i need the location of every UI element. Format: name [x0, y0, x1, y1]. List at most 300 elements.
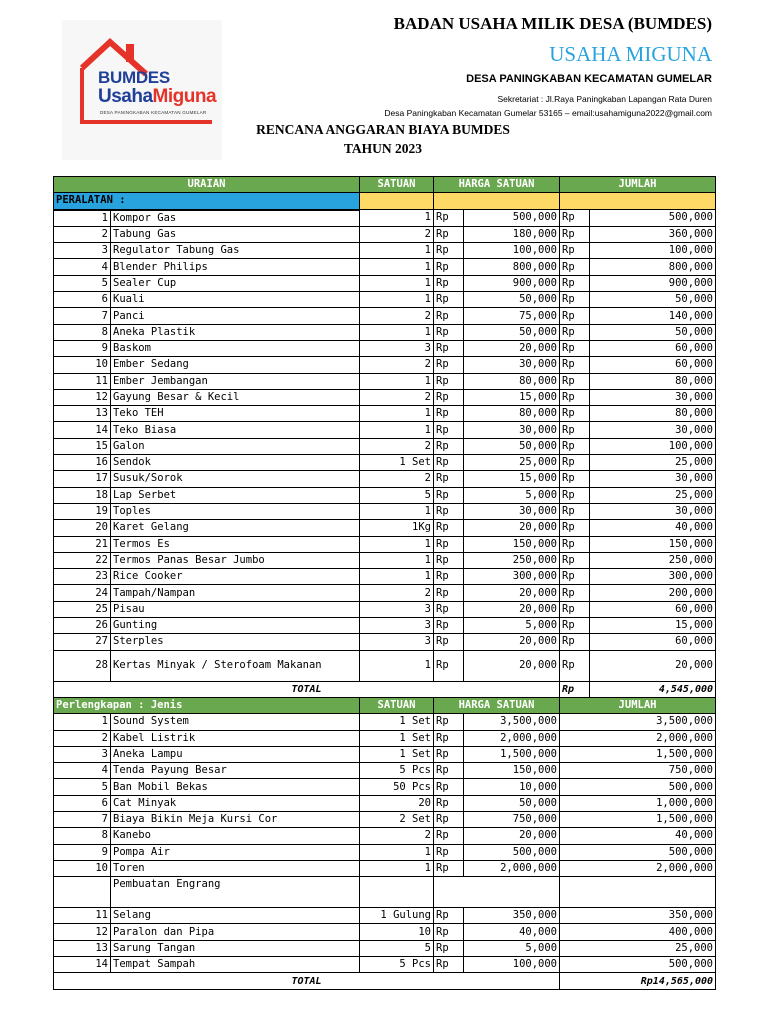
price-currency: Rp — [434, 471, 464, 487]
table-row — [54, 357, 716, 373]
item-unit: 3 — [360, 340, 434, 356]
item-description: Toren — [111, 860, 360, 876]
item-description: Tabung Gas — [111, 226, 360, 242]
unit-price: 150,000 — [464, 536, 560, 552]
item-unit: 3 — [360, 618, 434, 634]
item-description: Biaya Bikin Meja Kursi Cor — [111, 811, 360, 827]
unit-price: 350,000 — [464, 908, 560, 924]
unit-price: 20,000 — [464, 601, 560, 617]
price-currency: Rp — [434, 422, 464, 438]
item-description: Toples — [111, 503, 360, 519]
amount: 80,000 — [590, 373, 716, 389]
table-row — [54, 763, 716, 779]
amount: 80,000 — [590, 406, 716, 422]
amount: 25,000 — [590, 455, 716, 471]
amount: 900,000 — [590, 275, 716, 291]
total-label: TOTAL — [54, 681, 560, 697]
price-currency: Rp — [434, 908, 464, 924]
row-number: 10 — [54, 860, 111, 876]
item-unit: 2 — [360, 438, 434, 454]
row-number: 13 — [54, 940, 111, 956]
unit-price: 2,000,000 — [464, 730, 560, 746]
total-value: Rp14,565,000 — [560, 973, 716, 989]
table-row — [54, 714, 716, 730]
item-description: Panci — [111, 308, 360, 324]
item-description: Susuk/Sorok — [111, 471, 360, 487]
item-description: Teko TEH — [111, 406, 360, 422]
amount-currency: Rp — [560, 650, 590, 681]
row-number: 1 — [54, 714, 111, 730]
unit-price: 800,000 — [464, 259, 560, 275]
row-number: 8 — [54, 828, 111, 844]
amount-currency: Rp — [560, 340, 590, 356]
item-description: Ban Mobil Bekas — [111, 779, 360, 795]
item-description: Selang — [111, 908, 360, 924]
item-unit: 1 — [360, 422, 434, 438]
header-harga: HARGA SATUAN — [434, 177, 560, 193]
item-unit: 2 Set — [360, 811, 434, 827]
total-value: 4,545,000 — [590, 681, 716, 697]
row-number: 11 — [54, 373, 111, 389]
row-number: 18 — [54, 487, 111, 503]
amount: 60,000 — [590, 634, 716, 650]
row-number: 4 — [54, 763, 111, 779]
amount: 25,000 — [590, 487, 716, 503]
amount-currency: Rp — [560, 324, 590, 340]
row-number: 19 — [54, 503, 111, 519]
logo-tagline: DESA PANINGKABAN KECAMATAN GUMELAR — [100, 110, 207, 115]
unit-price: 250,000 — [464, 552, 560, 568]
row-number: 21 — [54, 536, 111, 552]
subheading-row — [54, 877, 716, 908]
amount-currency: Rp — [560, 308, 590, 324]
table-row — [54, 536, 716, 552]
unit-price: 80,000 — [464, 406, 560, 422]
item-unit: 5 — [360, 940, 434, 956]
amount — [560, 877, 716, 908]
price-currency: Rp — [434, 601, 464, 617]
item-unit: 2 — [360, 226, 434, 242]
table-row — [54, 324, 716, 340]
amount: 500,000 — [590, 210, 716, 227]
price-currency: Rp — [434, 585, 464, 601]
item-description: Baskom — [111, 340, 360, 356]
total-label: TOTAL — [54, 973, 560, 989]
amount: 30,000 — [590, 422, 716, 438]
amount: 1,000,000 — [560, 795, 716, 811]
price-currency: Rp — [434, 389, 464, 405]
item-unit: 2 — [360, 828, 434, 844]
item-description: Teko Biasa — [111, 422, 360, 438]
amount-currency: Rp — [560, 389, 590, 405]
row-number: 3 — [54, 243, 111, 259]
unit-price: 20,000 — [464, 650, 560, 681]
unit-price: 900,000 — [464, 275, 560, 291]
item-description: Gayung Besar & Kecil — [111, 389, 360, 405]
total-currency: Rp — [560, 681, 590, 697]
org-title: BADAN USAHA MILIK DESA (BUMDES) — [393, 14, 712, 33]
amount-currency: Rp — [560, 243, 590, 259]
price-currency: Rp — [434, 763, 464, 779]
item-description: Pompa Air — [111, 844, 360, 860]
table-row — [54, 210, 716, 227]
row-number: 6 — [54, 795, 111, 811]
table-header-row — [54, 177, 716, 193]
price-currency: Rp — [434, 569, 464, 585]
item-unit: 1 — [360, 324, 434, 340]
item-unit: 1 — [360, 860, 434, 876]
amount: 100,000 — [590, 243, 716, 259]
unit-price: 20,000 — [464, 520, 560, 536]
table-row — [54, 487, 716, 503]
table-row — [54, 860, 716, 876]
item-unit: 1 Set — [360, 730, 434, 746]
amount: 60,000 — [590, 357, 716, 373]
amount: 3,500,000 — [560, 714, 716, 730]
row-number: 2 — [54, 730, 111, 746]
unit-price: 25,000 — [464, 455, 560, 471]
unit-price: 50,000 — [464, 292, 560, 308]
price-currency: Rp — [434, 957, 464, 973]
unit-price: 180,000 — [464, 226, 560, 242]
item-description: Rice Cooker — [111, 569, 360, 585]
row-number: 5 — [54, 275, 111, 291]
table-row — [54, 618, 716, 634]
table-row — [54, 779, 716, 795]
section-perlengkapan-row — [54, 697, 716, 713]
row-number: 16 — [54, 455, 111, 471]
section-total-row — [54, 973, 716, 989]
amount: 200,000 — [590, 585, 716, 601]
bumdes-logo — [62, 20, 222, 160]
amount: 60,000 — [590, 601, 716, 617]
price-currency: Rp — [434, 940, 464, 956]
price-currency: Rp — [434, 357, 464, 373]
price-currency: Rp — [434, 406, 464, 422]
unit-price: 100,000 — [464, 243, 560, 259]
item-unit: 2 — [360, 357, 434, 373]
header-jumlah: JUMLAH — [560, 697, 716, 713]
amount-currency: Rp — [560, 601, 590, 617]
section-peralatan-row — [54, 193, 716, 210]
price-currency: Rp — [434, 844, 464, 860]
unit-price: 50,000 — [464, 438, 560, 454]
document-title: RENCANA ANGGARAN BIAYA BUMDES — [256, 122, 510, 137]
section-peralatan-label: PERALATAN : — [54, 193, 360, 210]
item-unit: 1Kg — [360, 520, 434, 536]
section-perlengkapan-label: Perlengkapan : Jenis — [54, 697, 360, 713]
amount: 40,000 — [560, 828, 716, 844]
logo-word-bumdes: BUMDES — [98, 68, 170, 87]
header-harga: HARGA SATUAN — [434, 697, 560, 713]
table-row — [54, 650, 716, 681]
table-row — [54, 243, 716, 259]
table-row — [54, 275, 716, 291]
price-currency: Rp — [434, 340, 464, 356]
amount: 20,000 — [590, 650, 716, 681]
amount: 30,000 — [590, 389, 716, 405]
item-unit: 5 Pcs — [360, 763, 434, 779]
row-number: 17 — [54, 471, 111, 487]
item-description: Sterples — [111, 634, 360, 650]
amount: 140,000 — [590, 308, 716, 324]
amount: 350,000 — [560, 908, 716, 924]
amount: 50,000 — [590, 324, 716, 340]
row-number: 11 — [54, 908, 111, 924]
unit-price: 5,000 — [464, 940, 560, 956]
row-number: 4 — [54, 259, 111, 275]
amount-currency: Rp — [560, 438, 590, 454]
item-unit: 1 — [360, 259, 434, 275]
table-row — [54, 795, 716, 811]
item-unit: 2 — [360, 389, 434, 405]
price-currency: Rp — [434, 520, 464, 536]
header-jumlah: JUMLAH — [560, 177, 716, 193]
price-currency: Rp — [434, 438, 464, 454]
table-row — [54, 940, 716, 956]
amount-currency: Rp — [560, 259, 590, 275]
price-currency: Rp — [434, 226, 464, 242]
table-row — [54, 957, 716, 973]
price-currency: Rp — [434, 924, 464, 940]
price-currency: Rp — [434, 243, 464, 259]
unit-price: 5,000 — [464, 487, 560, 503]
amount-currency: Rp — [560, 569, 590, 585]
table-row — [54, 569, 716, 585]
price-currency: Rp — [434, 503, 464, 519]
row-number: 3 — [54, 746, 111, 762]
item-description: Lap Serbet — [111, 487, 360, 503]
item-description: Pisau — [111, 601, 360, 617]
amount: 15,000 — [590, 618, 716, 634]
item-unit: 1 Set — [360, 746, 434, 762]
item-description: Kanebo — [111, 828, 360, 844]
unit-price: 5,000 — [464, 618, 560, 634]
amount-currency: Rp — [560, 406, 590, 422]
unit-price: 3,500,000 — [464, 714, 560, 730]
amount-currency: Rp — [560, 487, 590, 503]
unit-price: 10,000 — [464, 779, 560, 795]
amount-currency: Rp — [560, 503, 590, 519]
table-row — [54, 634, 716, 650]
price-currency: Rp — [434, 373, 464, 389]
item-unit: 1 — [360, 243, 434, 259]
amount: 2,000,000 — [560, 730, 716, 746]
item-description: Regulator Tabung Gas — [111, 243, 360, 259]
table-row — [54, 340, 716, 356]
price-currency: Rp — [434, 811, 464, 827]
item-unit: 1 — [360, 844, 434, 860]
item-unit: 2 — [360, 585, 434, 601]
item-unit: 2 — [360, 471, 434, 487]
row-number: 2 — [54, 226, 111, 242]
row-number: 22 — [54, 552, 111, 568]
row-number: 12 — [54, 924, 111, 940]
org-name: USAHA MIGUNA — [549, 42, 712, 66]
unit-price: 30,000 — [464, 422, 560, 438]
header-uraian: URAIAN — [54, 177, 360, 193]
logo-word-usahamiguna: UsahaMiguna — [98, 86, 217, 107]
unit-price: 150,000 — [464, 763, 560, 779]
item-description: Tampah/Nampan — [111, 585, 360, 601]
item-unit: 5 Pcs — [360, 957, 434, 973]
unit-price: 30,000 — [464, 357, 560, 373]
table-row — [54, 908, 716, 924]
item-description: Karet Gelang — [111, 520, 360, 536]
header-satuan: SATUAN — [360, 177, 434, 193]
item-unit: 3 — [360, 634, 434, 650]
amount-currency: Rp — [560, 275, 590, 291]
item-unit: 1 — [360, 503, 434, 519]
amount: 300,000 — [590, 569, 716, 585]
row-number: 7 — [54, 811, 111, 827]
price-currency: Rp — [434, 455, 464, 471]
row-number: 12 — [54, 389, 111, 405]
item-unit: 1 — [360, 552, 434, 568]
item-description: Kompor Gas — [111, 210, 360, 227]
amount: 25,000 — [560, 940, 716, 956]
price-currency: Rp — [434, 730, 464, 746]
item-unit: 20 — [360, 795, 434, 811]
unit-price: 20,000 — [464, 828, 560, 844]
item-description: Paralon dan Pipa — [111, 924, 360, 940]
unit-price: 1,500,000 — [464, 746, 560, 762]
header-satuan: SATUAN — [360, 697, 434, 713]
unit-price: 500,000 — [464, 210, 560, 227]
amount: 150,000 — [590, 536, 716, 552]
item-description: Ember Sedang — [111, 357, 360, 373]
row-number — [54, 877, 111, 908]
row-number: 1 — [54, 210, 111, 227]
item-unit — [360, 877, 434, 908]
amount-currency: Rp — [560, 422, 590, 438]
unit-price: 750,000 — [464, 811, 560, 827]
price-currency: Rp — [434, 714, 464, 730]
price-currency: Rp — [434, 828, 464, 844]
section-total-row — [54, 681, 716, 697]
amount-currency: Rp — [560, 552, 590, 568]
table-row — [54, 373, 716, 389]
row-number: 26 — [54, 618, 111, 634]
amount: 1,500,000 — [560, 746, 716, 762]
item-description: Sealer Cup — [111, 275, 360, 291]
unit-price — [434, 877, 560, 908]
row-number: 9 — [54, 844, 111, 860]
table-row — [54, 828, 716, 844]
unit-price: 50,000 — [464, 795, 560, 811]
price-currency: Rp — [434, 210, 464, 227]
table-row — [54, 389, 716, 405]
row-number: 28 — [54, 650, 111, 681]
amount-currency: Rp — [560, 634, 590, 650]
price-currency: Rp — [434, 308, 464, 324]
amount: 500,000 — [560, 844, 716, 860]
table-row — [54, 924, 716, 940]
amount-currency: Rp — [560, 210, 590, 227]
item-unit: 10 — [360, 924, 434, 940]
item-description: Gunting — [111, 618, 360, 634]
table-row — [54, 746, 716, 762]
unit-price: 20,000 — [464, 340, 560, 356]
item-description: Termos Es — [111, 536, 360, 552]
amount: 100,000 — [590, 438, 716, 454]
amount: 360,000 — [590, 226, 716, 242]
table-row — [54, 552, 716, 568]
amount-currency: Rp — [560, 292, 590, 308]
item-description: Aneka Lampu — [111, 746, 360, 762]
item-description: Sound System — [111, 714, 360, 730]
price-currency: Rp — [434, 487, 464, 503]
price-currency: Rp — [434, 746, 464, 762]
price-currency: Rp — [434, 552, 464, 568]
item-description: Tempat Sampah — [111, 957, 360, 973]
row-number: 15 — [54, 438, 111, 454]
unit-price: 20,000 — [464, 585, 560, 601]
item-description: Ember Jembangan — [111, 373, 360, 389]
table-row — [54, 406, 716, 422]
price-currency: Rp — [434, 650, 464, 681]
table-row — [54, 226, 716, 242]
unit-price: 500,000 — [464, 844, 560, 860]
table-row — [54, 471, 716, 487]
row-number: 8 — [54, 324, 111, 340]
amount-currency: Rp — [560, 226, 590, 242]
row-number: 27 — [54, 634, 111, 650]
price-currency: Rp — [434, 324, 464, 340]
item-unit: 1 — [360, 210, 434, 227]
amount: 250,000 — [590, 552, 716, 568]
amount-currency: Rp — [560, 618, 590, 634]
unit-price: 30,000 — [464, 503, 560, 519]
price-currency: Rp — [434, 860, 464, 876]
row-number: 24 — [54, 585, 111, 601]
amount: 500,000 — [560, 779, 716, 795]
item-description: Termos Panas Besar Jumbo — [111, 552, 360, 568]
table-row — [54, 422, 716, 438]
unit-price: 100,000 — [464, 957, 560, 973]
price-currency: Rp — [434, 292, 464, 308]
amount: 2,000,000 — [560, 860, 716, 876]
amount-currency: Rp — [560, 536, 590, 552]
item-description: Sendok — [111, 455, 360, 471]
item-description: Kabel Listrik — [111, 730, 360, 746]
item-description: Tenda Payung Besar — [111, 763, 360, 779]
unit-price: 20,000 — [464, 634, 560, 650]
price-currency: Rp — [434, 536, 464, 552]
table-row — [54, 520, 716, 536]
row-number: 9 — [54, 340, 111, 356]
table-row — [54, 503, 716, 519]
unit-price: 40,000 — [464, 924, 560, 940]
amount: 1,500,000 — [560, 811, 716, 827]
unit-price: 15,000 — [464, 389, 560, 405]
item-description: Kuali — [111, 292, 360, 308]
contact-address: Desa Paningkaban Kecamatan Gumelar 53165 – email:usahamiguna2022@gmail.com — [384, 108, 712, 118]
item-unit: 1 — [360, 536, 434, 552]
item-unit: 1 Gulung — [360, 908, 434, 924]
table-row — [54, 585, 716, 601]
table-row — [54, 844, 716, 860]
village-name: DESA PANINGKABAN KECAMATAN GUMELAR — [466, 73, 712, 85]
item-unit: 1 — [360, 292, 434, 308]
item-unit: 1 — [360, 275, 434, 291]
unit-price: 50,000 — [464, 324, 560, 340]
item-unit: 2 — [360, 308, 434, 324]
amount-currency: Rp — [560, 357, 590, 373]
item-unit: 50 Pcs — [360, 779, 434, 795]
price-currency: Rp — [434, 634, 464, 650]
table-row — [54, 308, 716, 324]
